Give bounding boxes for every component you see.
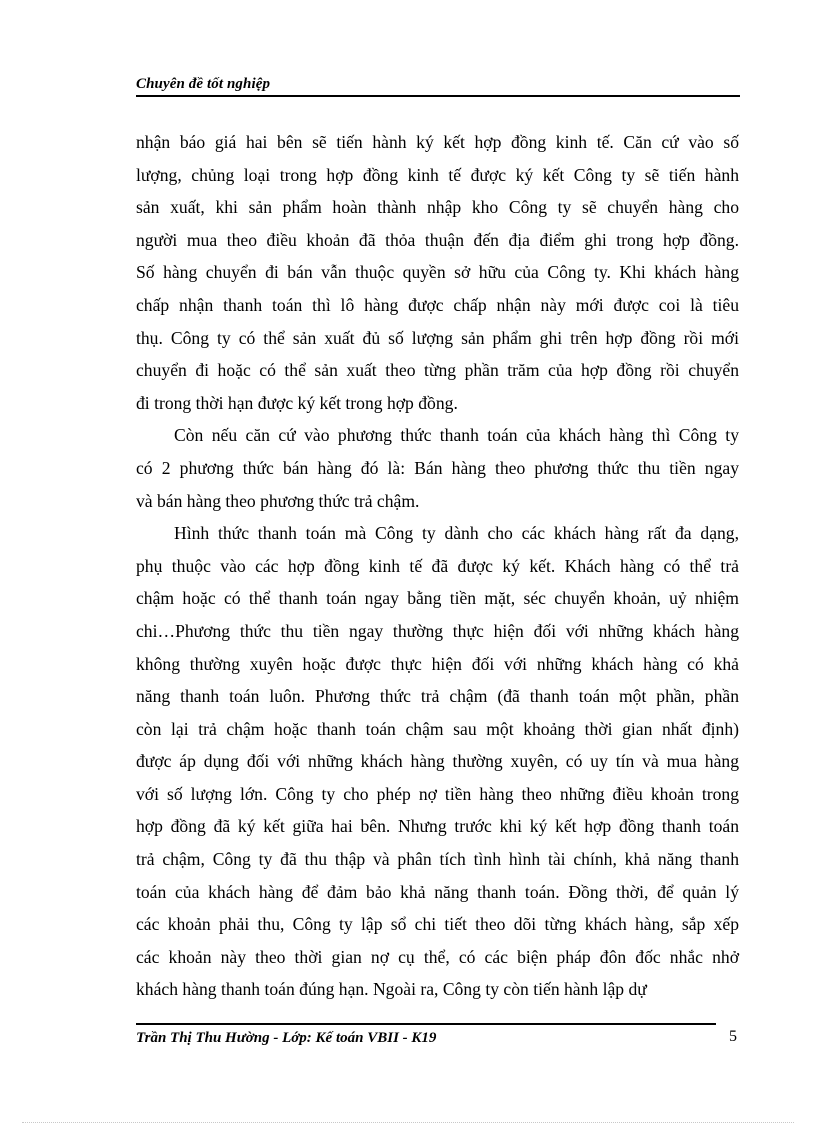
body-text <box>136 126 739 1006</box>
text-line: khách hàng thanh toán đúng hạn. Ngoài ra, Công ty còn tiến hành lập dự <box>136 979 647 1000</box>
text-line: các khoản phải thu, Công ty lập sổ chi tiết theo dõi từng khách hàng, sắp xếp <box>136 914 739 935</box>
text-line: nhận báo giá hai bên sẽ tiến hành ký kết hợp đồng kinh tế. Căn cứ vào số <box>136 132 739 152</box>
text-line: có 2 phương thức bán hàng đó là: Bán hàng theo phương thức thu tiền ngay <box>136 457 739 478</box>
text-line: còn lại trả chậm hoặc thanh toán chậm sau một khoảng thời gian nhất định) <box>136 718 739 739</box>
text-line: thụ. Công ty có thể sản xuất đủ số lượng sản phẩm ghi trên hợp đồng rồi mới <box>136 327 739 348</box>
text-line: đi trong thời hạn được ký kết trong hợp đồng. <box>136 392 458 413</box>
text-line: hợp đồng đã ký kết giữa hai bên. Nhưng trước khi ký kết hợp đồng thanh toán <box>136 816 739 837</box>
text-line: Còn nếu căn cứ vào phương thức thanh toán của khách hàng thì Công ty <box>174 425 739 446</box>
text-line: người mua theo điều khoản đã thỏa thuận đến địa điểm ghi trong hợp đồng. <box>136 229 739 250</box>
text-line: chuyển đi hoặc có thể sản xuất theo từng phần trăm của hợp đồng rồi chuyển <box>136 360 739 381</box>
text-line: Hình thức thanh toán mà Công ty dành cho các khách hàng rất đa dạng, <box>174 523 739 544</box>
text-line: phụ thuộc vào các hợp đồng kinh tế đã được ký kết. Khách hàng có thể trả <box>136 555 739 576</box>
text-line: được áp dụng đối với những khách hàng thường xuyên, có uy tín và mua hàng <box>136 751 739 772</box>
page-number: 5 <box>729 1028 737 1045</box>
text-line: toán của khách hàng để đảm bảo khả năng thanh toán. Đồng thời, để quản lý <box>136 881 739 902</box>
header-title: Chuyên đề tốt nghiệp <box>136 76 271 92</box>
footer-divider <box>136 1023 716 1025</box>
text-line: chậm hoặc có thể thanh toán ngay bằng tiền mặt, séc chuyển khoản, uỷ nhiệm <box>136 588 739 609</box>
text-line: không thường xuyên hoặc được thực hiện đối với những khách hàng có khả <box>136 653 739 674</box>
text-line: Số hàng chuyển đi bán vẫn thuộc quyền sở hữu của Công ty. Khi khách hàng <box>136 262 739 283</box>
footer-author: Trần Thị Thu Hường - Lớp: Kế toán VBII - K19 <box>136 1030 437 1046</box>
text-line: với số lượng lớn. Công ty cho phép nợ tiền hàng theo những điều khoản trong <box>136 783 739 804</box>
text-line: và bán hàng theo phương thức trả chậm. <box>136 490 420 511</box>
text-line: sản xuất, khi sản phẩm hoàn thành nhập kho Công ty sẽ chuyển hàng cho <box>136 197 739 218</box>
text-line: trả chậm, Công ty đã thu thập và phân tích tình hình tài chính, khả năng thanh <box>136 849 739 870</box>
text-line: các khoản này theo thời gian nợ cụ thể, có các biện pháp đôn đốc nhắc nhở <box>136 946 739 967</box>
text-line: chấp nhận thanh toán thì lô hàng được chấp nhận này mới được coi là tiêu <box>136 294 739 315</box>
text-line: chi…Phương thức thu tiền ngay thường thực hiện đối với những khách hàng <box>136 620 739 641</box>
text-line: năng thanh toán luôn. Phương thức trả chậm (đã thanh toán một phần, phần <box>136 686 739 707</box>
text-line: lượng, chủng loại trong hợp đồng kinh tế được ký kết Công ty sẽ tiến hành <box>136 164 739 185</box>
header-divider <box>136 95 740 97</box>
